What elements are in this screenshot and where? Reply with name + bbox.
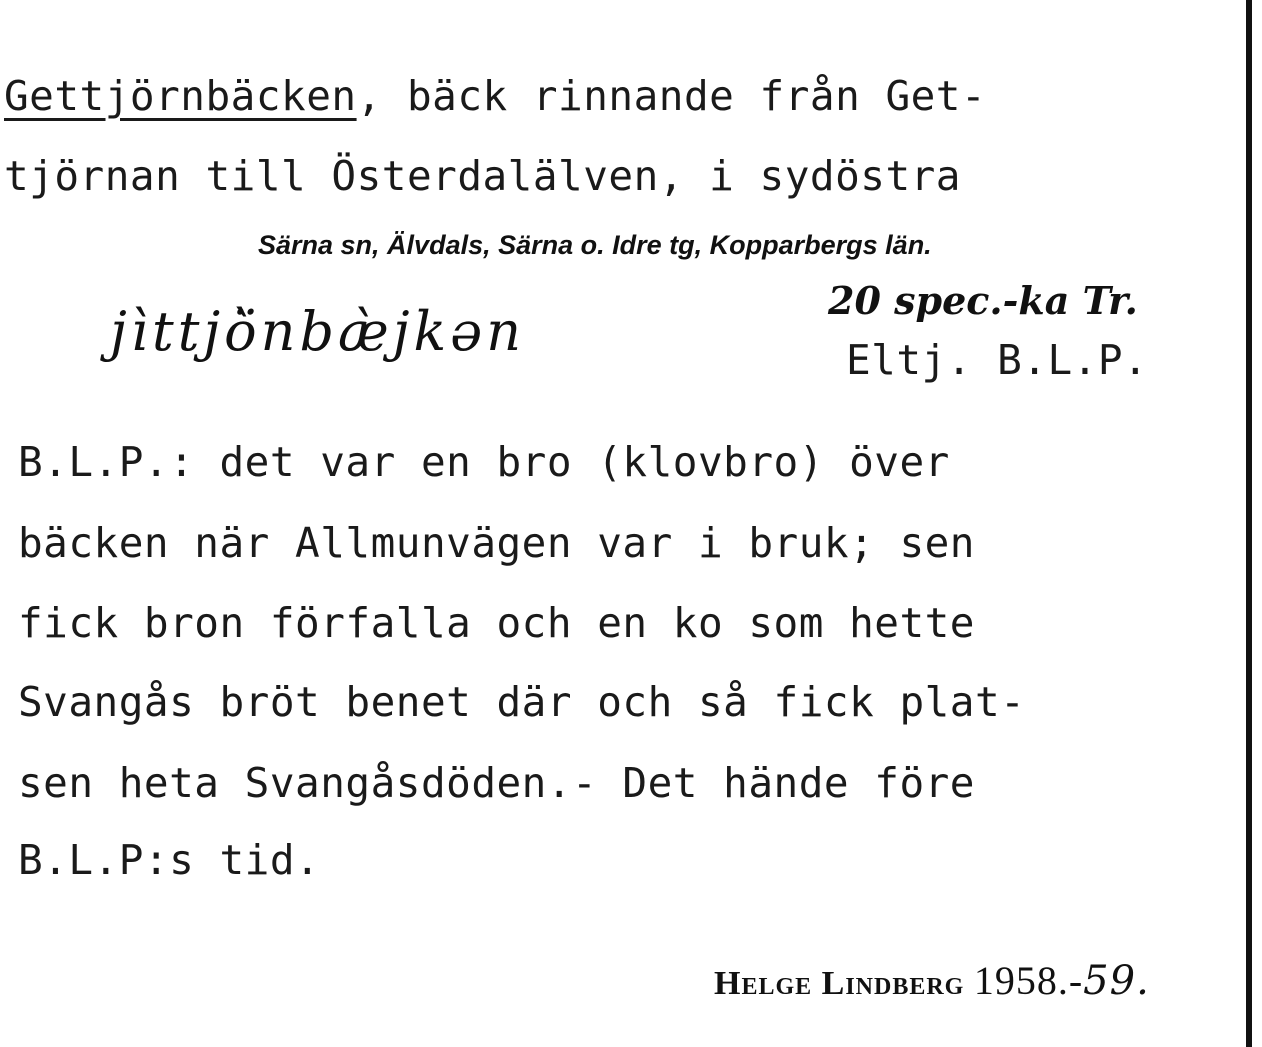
- definition-line-2: tjörnan till Österdalälven, i sydöstra: [4, 152, 961, 200]
- body-line-2: bäcken när Allmunvägen var i bruk; sen: [18, 519, 975, 567]
- collector-signature: [714, 957, 1150, 1004]
- informant-code: Eltj. B.L.P.: [846, 336, 1149, 384]
- specimen-note: 20 spec.-ka Tr.: [828, 278, 1138, 323]
- card-edge-border: [1246, 0, 1252, 1047]
- body-line-3: fick bron förfalla och en ko som hette: [18, 599, 975, 647]
- signature-year: 1958.-: [973, 958, 1084, 1003]
- body-line-1: B.L.P.: det var en bro (klovbro) över: [18, 438, 950, 486]
- body-line-4: Svangås bröt benet där och så fick plat-: [18, 678, 1026, 726]
- definition-line-1: [4, 72, 986, 120]
- signature-year-handwritten: 59.: [1083, 958, 1150, 1004]
- body-line-5: sen heta Svangåsdöden.- Det hände före: [18, 759, 975, 807]
- definition-line-1-rest: , bäck rinnande från Get-: [356, 72, 987, 120]
- headword: Gettjörnbäcken: [4, 72, 357, 120]
- body-line-6: B.L.P:s tid.: [18, 836, 321, 884]
- location-stamp: Särna sn, Älvdals, Särna o. Idre tg, Kopparbergs län.: [258, 230, 932, 260]
- collector-name: Helge Lindberg: [714, 965, 965, 1002]
- phonetic-transcription: jìttjö̀nbæ̀jkən: [110, 300, 525, 363]
